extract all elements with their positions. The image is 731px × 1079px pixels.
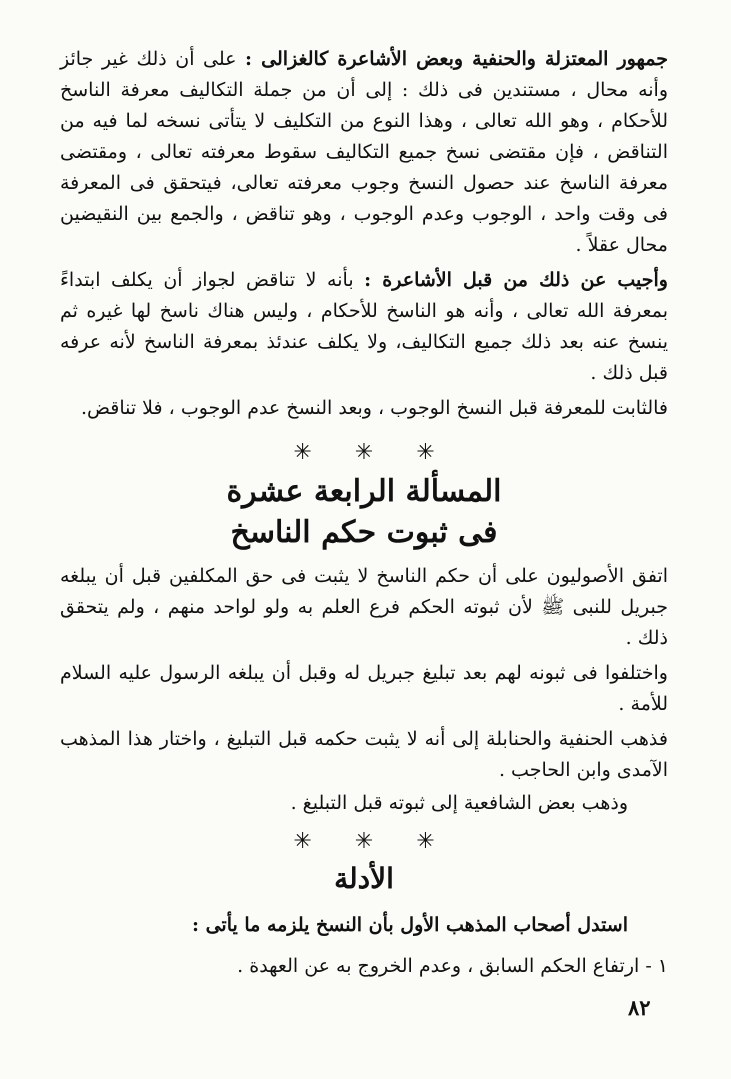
paragraph-hanafi: فذهب الحنفية والحنابلة إلى أنه لا يثبت حكمه قبل التبليغ ، واختار هذا المذهب الآمدى وابن الحاجب . <box>60 728 668 781</box>
paragraph-text: على أن ذلك غير جائز وأنه محال ، مستندين فى ذلك : إلى أن من جملة التكاليف معرفة الناسخ للأحكام ، وهو الله تعالى ، وهذا النوع من التكليف لا يتأتى نسخه لما فيه من التناقض ، فإن مقتضى نسخ جميع التكاليف سقوط معرفته تعالى ، ومقتضى معرفة الناسخ عند حصول النسخ وجوب معرفته تعالى، فيتحقق فى المعرفة فى وقت واحد ، الوجوب وعدم الوجوب ، وهو تناقض ، والجمع بين النقيضين محال عقلاً . <box>60 48 668 256</box>
evidence-lead: استدل أصحاب المذهب الأول بأن النسخ يلزمه ما يأتى : <box>191 914 628 936</box>
section-divider-stars-2: ✳ ✳ ✳ <box>293 829 453 854</box>
page-body <box>60 44 668 982</box>
paragraph-text: بأنه لا تناقض لجواز أن يكلف ابتداءً بمعرفة الله تعالى ، وأنه هو الناسخ للأحكام ، وليس هناك ناسخ لها غيره ثم ينسخ عنه بعد ذلك جميع التكاليف، ولا يكلف عندئذ بمعرفة الناسخ لأنه عرفه قبل ذلك . <box>60 269 668 384</box>
paragraph-conclusion: فالثابت للمعرفة قبل النسخ الوجوب ، وبعد النسخ عدم الوجوب ، فلا تناقض. <box>80 397 668 419</box>
evidence-heading: الأدلة <box>334 862 394 895</box>
section-divider-stars: ✳ ✳ ✳ <box>293 440 453 465</box>
section-title: المسألة الرابعة عشرة <box>226 474 502 509</box>
paragraph-lead: جمهور المعتزلة والحنفية وبعض الأشاعرة كالغزالى : <box>245 48 668 70</box>
section-subtitle: فى ثبوت حكم الناسخ <box>230 515 498 550</box>
evidence-item-1: ١ - ارتفاع الحكم السابق ، وعدم الخروج به عن العهدة . <box>237 955 668 977</box>
paragraph-agreement: اتفق الأصوليون على أن حكم الناسخ لا يثبت فى حق المكلفين قبل أن يبلغه جبريل للنبى ﷺ لأن ثبوته الحكم فرع العلم به ولو لواحد منهم ، ولم يتحقق ذلك . <box>60 565 668 649</box>
paragraph-lead: وأجيب عن ذلك من قبل الأشاعرة : <box>364 269 668 291</box>
paragraph-response <box>60 265 668 389</box>
paragraph-mutazila <box>60 44 668 261</box>
paragraph-disagreement: واختلفوا فى ثبونه لهم بعد تبليغ جبريل له وقبل أن يبلغه الرسول عليه السلام للأمة . <box>60 662 668 715</box>
paragraph-shafii: وذهب بعض الشافعية إلى ثبوته قبل التبليغ . <box>290 792 628 814</box>
page-number: ٨٢ <box>628 995 651 1020</box>
